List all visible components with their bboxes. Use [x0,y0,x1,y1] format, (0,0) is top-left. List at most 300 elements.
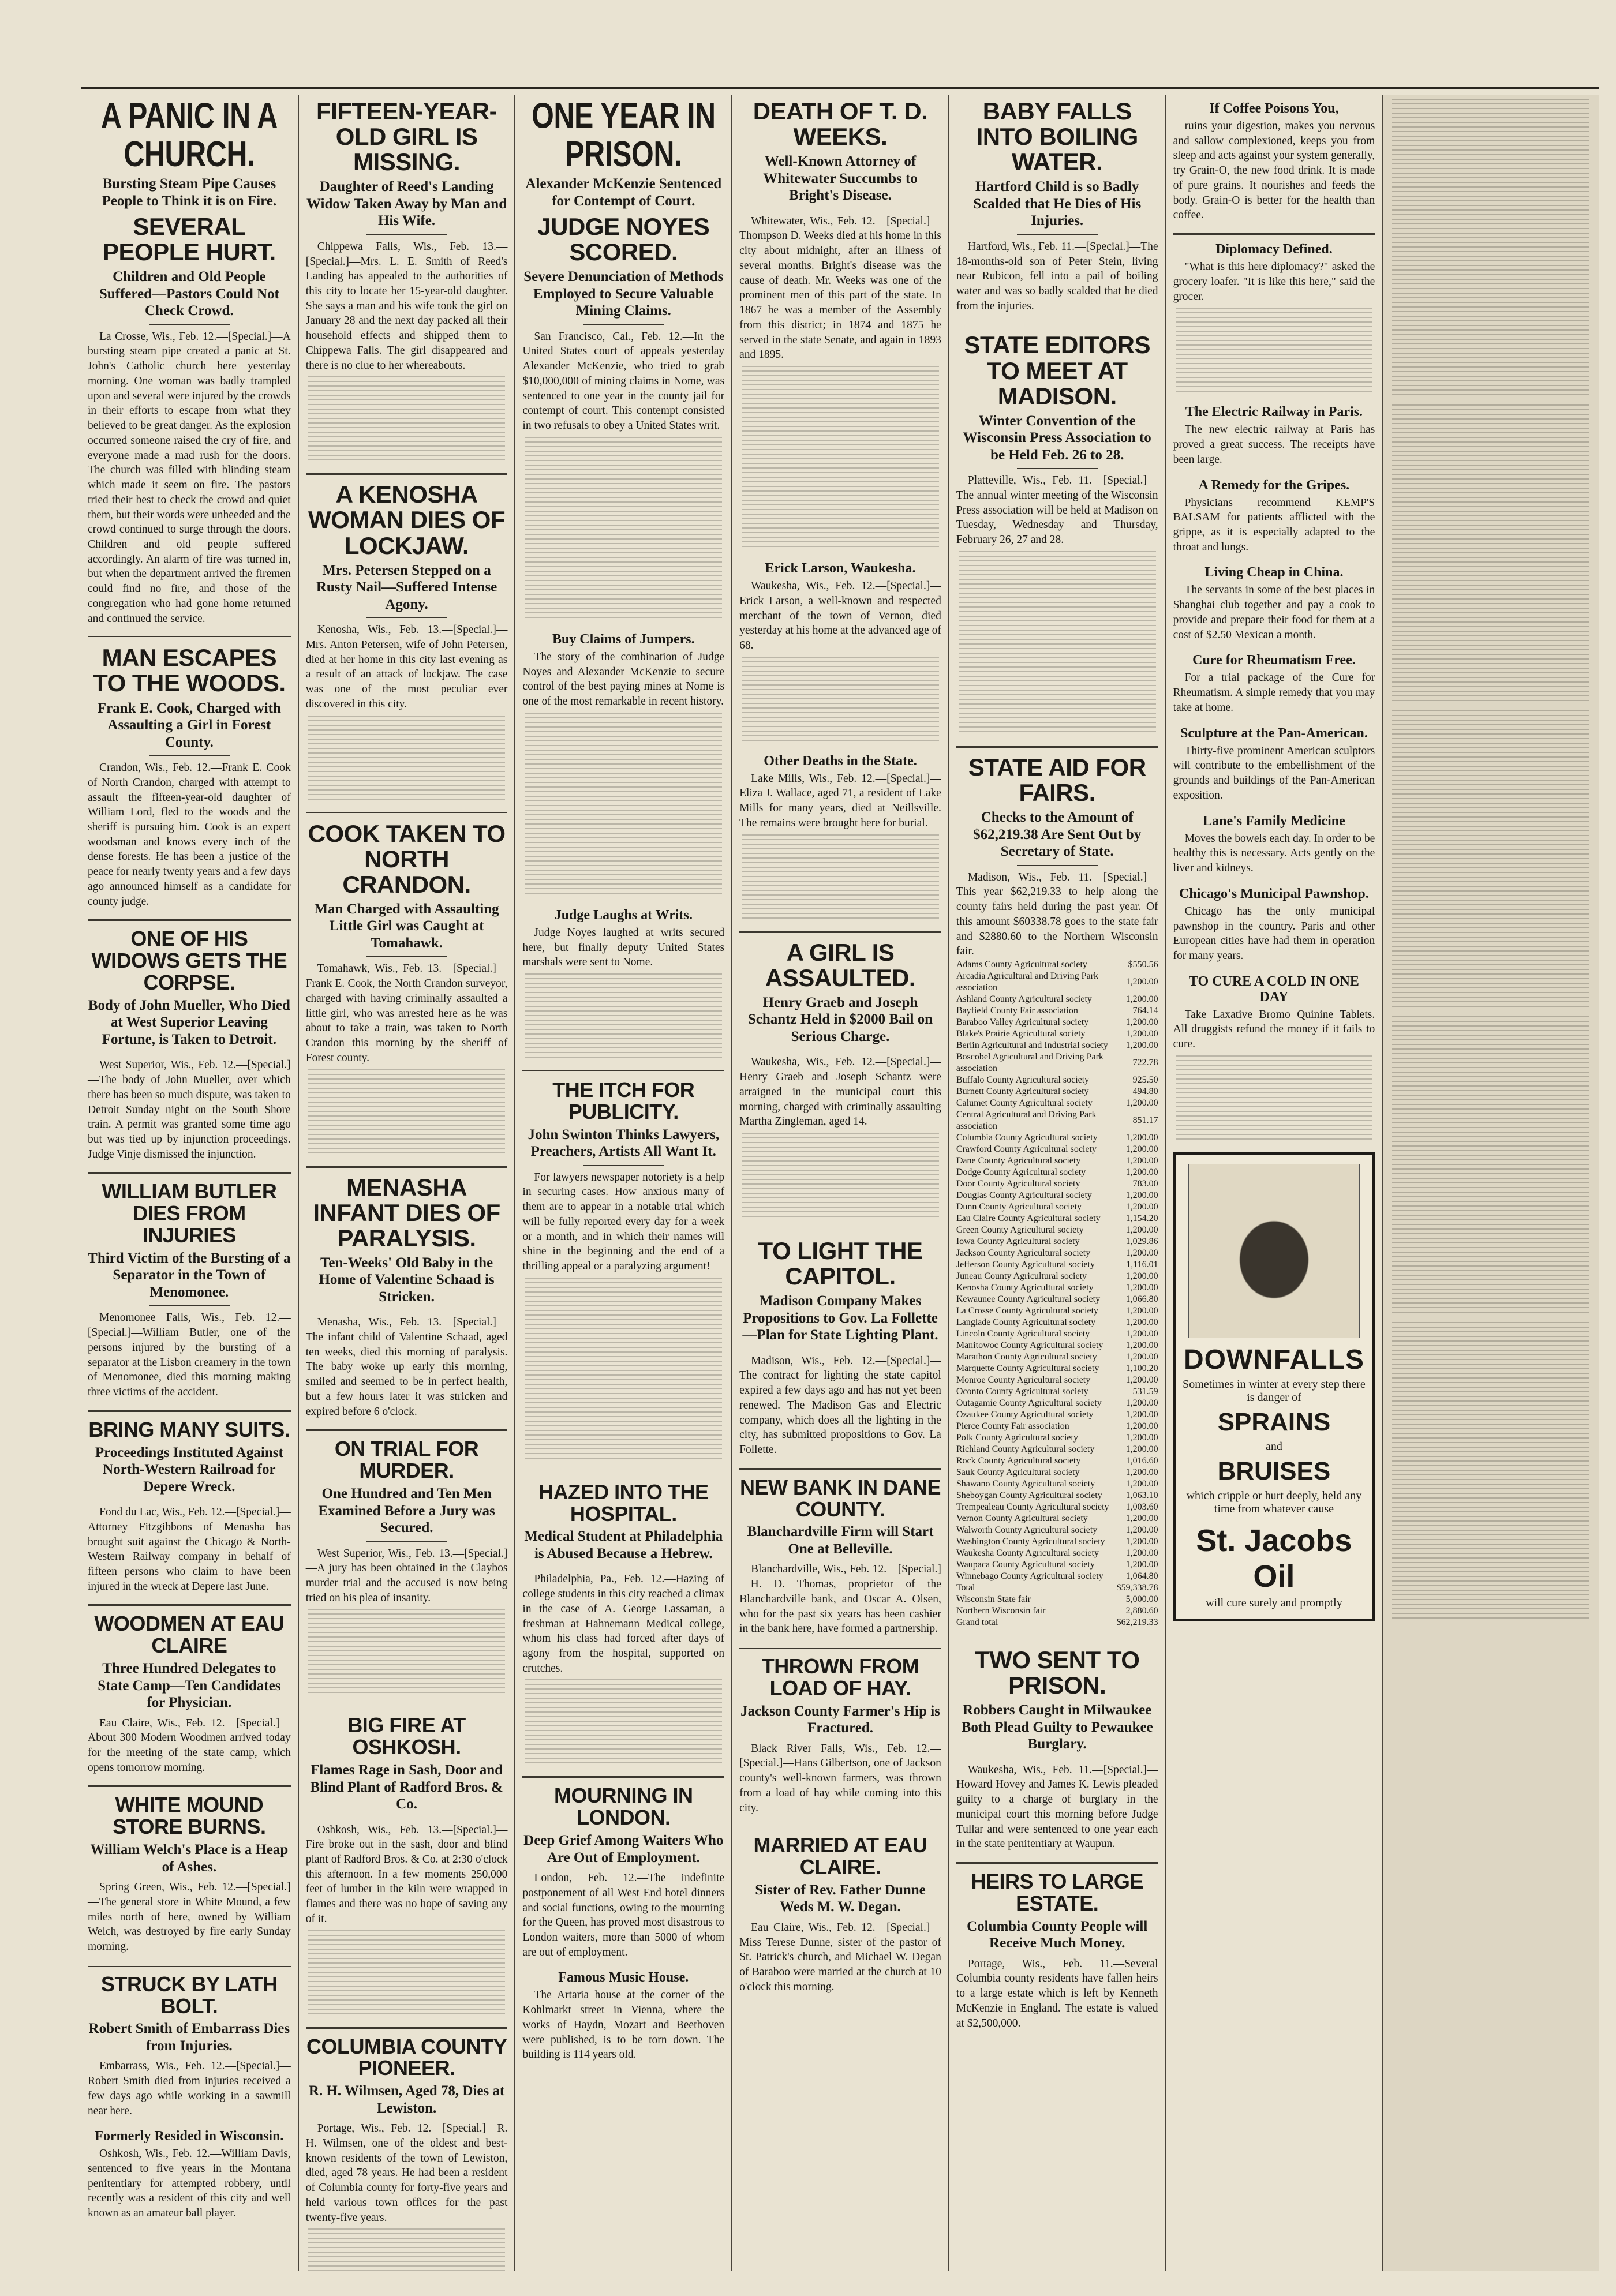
row-label: Jefferson County Agricultural society [956,1260,1095,1269]
deck: Henry Graeb and Joseph Schantz Held in $2000 Bail on Serious Charge. [747,994,933,1044]
section-subhead: Cure for Rheumatism Free. [1192,653,1356,668]
article-one-year-prison [522,95,725,621]
article-body: Oshkosh, Wis., Feb. 12.—William Davis, sentenced to five years in the Montana penitentiary for attempted robbery, until recently was a resident of this city and well known as an amateur ball player. [88,2148,291,2220]
divider [956,1639,1158,1640]
headline: MARRIED AT EAU CLAIRE. [753,1833,927,1879]
text-block [525,713,722,897]
row-label: Wisconsin State fair [956,1594,1031,1604]
text-block [1392,1322,1589,1622]
row-label: Ashland County Agricultural society [956,994,1092,1004]
row-amount: 925.50 [1132,1075,1158,1085]
divider [583,1165,664,1166]
deck: Third Victim of the Bursting of a Separator in the Town of Menomonee. [88,1250,291,1300]
divider [149,755,230,756]
deck: Winter Convention of the Wisconsin Press Association to be Held Feb. 26 to 28. [963,413,1151,463]
article-married-eau-claire [739,1834,941,1994]
table-row [956,1559,1158,1571]
article-body: Waukesha, Wis., Feb. 11.—[Special.]—Howard Hovey and James K. Lewis pleaded guilty to a charge of burglary in the municipal court this morning before Judge Tullar and were sentenced to one year each in the state penitentiary at Waupun. [956,1763,1158,1851]
section-subhead: Diplomacy Defined. [1215,242,1333,257]
article-diplomacy [1173,242,1375,394]
row-label: Washington County Agricultural society [956,1537,1105,1546]
article-heirs-estate [956,1871,1158,2031]
article-columbia-pioneer [306,2036,508,2271]
row-label: Door County Agricultural society [956,1179,1080,1189]
article-body: Philadelphia, Pa., Feb. 12.—Hazing of college students in this city reached a climax in the case of A. George Lassaman, a freshman at Hahnemann Medical college, whom his class had forced after days of agony from the hospital, supported on crutches. [522,1573,725,1675]
article-pawnshop [1173,886,1375,964]
row-amount: 1,200.00 [1125,1525,1158,1535]
divider [149,1305,230,1306]
ad-product: St. Jacobs Oil [1196,1523,1352,1594]
subheadline: SEVERAL PEOPLE HURT. [102,213,276,266]
row-label: Monroe County Agricultural society [956,1375,1091,1385]
table-row [956,1109,1158,1132]
article-body: "What is this here diplomacy?" asked the grocery loafer. "It is like this here," said the grocer. [1173,261,1375,303]
row-label: Calumet County Agricultural society [956,1098,1093,1108]
headline: STATE EDITORS TO MEET AT MADISON. [964,331,1150,410]
article-body: Moves the bowels each day. In order to be healthy this is necessary. Acts gently on the liver and kidneys. [1173,832,1375,875]
row-label: Oconto County Agricultural society [956,1387,1088,1396]
headline: TO LIGHT THE CAPITOL. [758,1237,923,1290]
article-body: The story of the combination of Judge Noyes and Alexander McKenzie to secure control of the best paying mines at Nome is one of the most remarkable in recent history. [522,650,725,708]
ad-word: BRUISES [1217,1456,1331,1485]
table-row [956,1144,1158,1155]
text-block [959,551,1156,736]
article-body: Lake Mills, Wis., Feb. 12.—[Special.]—Eliza J. Wallace, aged 71, a resident of Lake Mills for many years, died at Neillsville. The remains were brought here for burial. [739,772,941,829]
row-label: Marquette County Agricultural society [956,1364,1099,1373]
article-widows-corpse [88,928,291,1162]
column-1 [81,95,298,2271]
divider [88,919,291,921]
row-label: Crawford County Agricultural society [956,1144,1097,1154]
article-body: La Crosse, Wis., Feb. 12.—[Special.]—A bursting steam pipe created a panic at St. John's Catholic church here yesterday morning. One woman was badly trampled upon and several were injured by the crowds in their efforts to escape from what they believed to be great danger. As the explosion occurred someone raised the cry of fire, and everyone made a mad rush for the doors. The church was filled with blinding steam which made it seem on fire. The pastors tried their best to check the crowd and quiet them, but their words were unheeded and the crowd continued to surge through the doors. Children and old people suffered accordingly. An alarm of fire was turned in, but when the department arrived the firemen could find no fire, and those of the congregation who had gone home returned and continued the service. [88,330,291,625]
row-amount: 1,200.00 [1125,1040,1158,1050]
section-subhead: Buy Claims of Jumpers. [552,631,695,647]
headline: WHITE MOUND STORE BURNS. [113,1793,266,1839]
row-label: Shawano County Agricultural society [956,1479,1095,1489]
table-row [956,1155,1158,1167]
table-row [956,1040,1158,1051]
row-amount: 1,200.00 [1125,1421,1158,1431]
text-block [1392,99,1589,399]
table-row [956,1028,1158,1040]
row-amount: 1,063.10 [1125,1490,1158,1500]
article-body: For a trial package of the Cure for Rheumatism. A simple remedy that you may take at home. [1173,672,1375,714]
table-row [956,1467,1158,1478]
row-amount: 1,200.00 [1125,1283,1158,1293]
ad-st-jacobs-oil [1173,1152,1375,1621]
table-row [956,1421,1158,1432]
row-amount: 1,200.00 [1125,1133,1158,1143]
table-row [956,1525,1158,1536]
table-row [956,1224,1158,1236]
column-5 [948,95,1165,2271]
divider [739,1826,941,1827]
divider [522,1473,724,1474]
article-body: West Superior, Wis., Feb. 13.—[Special.]—A jury has been obtained in the Claybos murder trial and the accused is now being tried on his plea of insanity. [305,1547,508,1604]
article-judge-laughs [522,908,724,1060]
article-body: For lawyers newspaper notoriety is a help in securing cases. How anxious many of them are to appear in a notable trial which will be fully reported every day for a week or a month, and in which their names will shine in the beginning and the end of a thrilling appeal or a paralyzing argument! [522,1171,725,1272]
columns [81,95,1599,2271]
article-body: The Artaria house at the corner of the Kohlmarkt street in Vienna, where the works of Haydn, Mozart and Beethoven were published, is to be torn down. The building is 114 years old. [522,1989,725,2061]
divider [583,324,664,325]
article-cook-taken [306,821,508,1156]
article-formerly-resided [88,2129,291,2221]
row-amount: 5,000.00 [1125,1594,1158,1604]
row-label: Dodge County Agricultural society [956,1167,1086,1177]
row-amount: $62,219.33 [1116,1617,1158,1627]
table-row [956,1386,1158,1398]
divider [366,1541,447,1542]
deck: Man Charged with Assaulting Little Girl was Caught at Tomahawk. [314,901,499,951]
row-label: Lincoln County Agricultural society [956,1329,1090,1339]
table-row [956,1201,1158,1213]
section-subhead: TO CURE A COLD IN ONE DAY [1188,973,1359,1005]
headline: COOK TAKEN TO NORTH CRANDON. [308,819,506,898]
table-row [956,1017,1158,1028]
headline: MAN ESCAPES TO THE WOODS. [93,644,286,697]
table-row [956,1513,1158,1525]
divider [306,2027,508,2029]
row-label: Arcadia Agricultural and Driving Park association [956,971,1098,992]
article-itch-publicity [522,1079,724,1462]
section-subhead: Erick Larson, Waukesha. [765,561,916,576]
row-amount: 1,200.00 [1125,1479,1158,1489]
text-block [1176,308,1373,394]
table-row [956,1005,1158,1017]
table-row [956,1074,1158,1086]
article-kenosha-lockjaw [306,482,508,801]
row-amount: 1,200.00 [1125,1156,1158,1166]
table-row [956,1398,1158,1409]
headline: BIG FIRE AT OSHKOSH. [347,1713,466,1759]
table-row [956,1317,1158,1328]
article-body: Menasha, Wis., Feb. 13.—[Special.]—The infant child of Valentine Schaad, aged ten weeks, died this morning of paralysis. The baby woke up early this morning, smiled and seemed to be in perfect health, but a few hours later it was stricken and expired before 6 o'clock. [305,1316,508,1418]
section-subhead: Other Deaths in the State. [764,753,917,769]
divider [739,1647,941,1649]
divider [739,1468,941,1470]
ad-line: which cripple or hurt deeply, held any time from whatever cause [1186,1489,1362,1515]
row-amount: 494.80 [1132,1087,1158,1096]
article-trial-murder [306,1438,508,1695]
row-amount: 1,200.00 [1125,1340,1158,1350]
row-label: Rock County Agricultural society [956,1456,1081,1466]
article-body: Whitewater, Wis., Feb. 12.—[Special.]—Thompson D. Weeks died at his home in this city about midnight, after an illness of several months. Bright's disease was the cause of death. Mr. Weeks was one of the prominent men of this part of the state. In 1867 he was a member of the Assembly from this district; in 1874 and 1875 he served in the state Senate, and again in 1893 and 1895. [739,215,941,361]
text-block [525,437,722,621]
divider [88,636,291,638]
divider [88,1965,291,1967]
row-amount: $59,338.78 [1116,1583,1158,1593]
table-row [956,1132,1158,1144]
deck: Three Hundred Delegates to State Camp—Ten Candidates for Physician. [98,1661,281,1711]
text-block [1176,1055,1373,1142]
fair-aid-table [956,959,1158,1628]
headline: THE ITCH FOR PUBLICITY. [552,1077,695,1123]
divider [366,234,447,235]
article-hazed-hospital [522,1481,724,1766]
deck: Flames Rage in Sash, Door and Blind Plant of Radford Bros. & Co. [310,1762,503,1812]
row-amount: 531.59 [1132,1387,1158,1396]
row-label: Iowa County Agricultural society [956,1237,1080,1246]
article-body: Waukesha, Wis., Feb. 12.—[Special.]—Henry Graeb and Joseph Schantz were arraigned in the municipal court this morning, charged with criminally assaulting Martha Zingleman, aged 14. [739,1056,941,1128]
text-block [308,376,506,463]
row-label: Trempealeau County Agricultural society [956,1502,1109,1512]
row-amount: 1,100.20 [1125,1364,1158,1373]
ad-remedy-gripes [1173,478,1375,555]
headline: A PANIC IN A CHURCH. [100,95,278,174]
top-rule [81,87,1599,89]
row-label: Bayfield County Fair association [956,1006,1078,1016]
row-label: Central Agricultural and Driving Park association [956,1110,1097,1131]
ad-cure-cold [1173,974,1375,1142]
article-body: Platteville, Wis., Feb. 11.—[Special.]—The annual winter meeting of the Wisconsin Press association will be held at Madison on Tuesday, Wednesday and Thursday, February 26, 27 and 28. [956,474,1158,546]
article-body: The new electric railway at Paris has proved a great success. The receipts have been large. [1173,424,1375,466]
article-state-editors [956,332,1158,735]
deck: Body of John Mueller, Who Died at West Superior Leaving Fortune, is Taken to Detroit. [88,997,290,1047]
row-label: Ozaukee County Agricultural society [956,1410,1094,1419]
headline: HEIRS TO LARGE ESTATE. [971,1870,1143,1915]
deck: Well-Known Attorney of Whitewater Succumbs to Bright's Disease. [763,153,918,204]
article-death-weeks [739,99,941,550]
table-row [956,1351,1158,1363]
row-label: Eau Claire County Agricultural society [956,1213,1101,1223]
row-label: Pierce County Fair association [956,1421,1069,1431]
row-amount: 1,064.80 [1125,1571,1158,1581]
table-row [956,1328,1158,1340]
row-amount: 1,200.00 [1125,1029,1158,1039]
headline: TWO SENT TO PRISON. [975,1646,1140,1699]
headline: HAZED INTO THE HOSPITAL. [538,1480,709,1526]
row-amount: 1,200.00 [1125,1560,1158,1570]
ad-illustration-icon [1188,1164,1360,1338]
row-label: Marathon County Agricultural society [956,1352,1097,1362]
headline: WILLIAM BUTLER DIES FROM INJURIES [102,1179,277,1248]
row-amount: 1,200.00 [1125,1098,1158,1108]
article-body: Physicians recommend KEMP'S BALSAM for patients afflicted with the grippe, as it is especially adapted to the throat and lungs. [1173,496,1375,553]
article-body: Portage, Wis., Feb. 12.—[Special.]—R. H. Wilmsen, one of the oldest and best-known residents of the town of Lewiston, died, aged 78 years. He had been a resident of Columbia county for forty-five years and held various town offices for the past twenty-five years. [305,2122,508,2224]
table-row [956,1432,1158,1444]
article-body: Embarrass, Wis., Feb. 12.—[Special.]—Robert Smith died from injuries received a few days ago while working in a sawmill near here. [88,2060,291,2117]
row-label: Douglas County Agricultural society [956,1190,1092,1200]
table-row [956,1444,1158,1455]
article-white-mound [88,1794,291,1954]
text-block [1392,1016,1589,1316]
table-row [956,971,1158,994]
row-amount: 1,003.60 [1125,1502,1158,1512]
row-amount: 1,029.86 [1125,1237,1158,1246]
divider [306,473,508,475]
article-other-deaths [739,754,941,921]
subheadline: JUDGE NOYES SCORED. [537,213,710,266]
article-body: Thirty-five prominent American sculptors will contribute to the embellishment of the grounds and buildings of the Pan-American exposition. [1173,744,1375,801]
row-amount: 1,200.00 [1125,994,1158,1004]
article-body: London, Feb. 12.—The indefinite postponement of all West End hotel dinners and social functions, owing to the mourning for the Queen, has proved most disastrous to London waiters, more than 5000 of whom are out of employment. [522,1872,725,1958]
article-body: Kenosha, Wis., Feb. 13.—[Special.]—Mrs. Anton Petersen, wife of John Petersen, died at her home in this city last evening as a result of an attack of lockjaw. The case was one of the most peculiar ever discovered in this city. [305,624,508,710]
row-amount: 1,200.00 [1125,1225,1158,1235]
article-girl-missing [306,99,508,463]
table-row [956,1594,1158,1605]
deck: Bursting Steam Pipe Causes People to Think it is on Fire. [102,176,277,209]
table-row [956,1098,1158,1109]
deck: Proceedings Instituted Against North-Western Railroad for Depere Wreck. [95,1444,283,1495]
article-body: Take Laxative Bromo Quinine Tablets. All druggists refund the money if it fails to cure. [1173,1008,1375,1051]
row-label: Dunn County Agricultural society [956,1202,1082,1212]
row-label: Northern Wisconsin fair [956,1606,1046,1616]
row-label: Buffalo County Agricultural society [956,1075,1090,1085]
row-amount: 1,200.00 [1125,1375,1158,1385]
article-body: Chippewa Falls, Wis., Feb. 13.—[Special.]—Mrs. L. E. Smith of Reed's Landing has appealed to the authorities of this city to locate her 15-year-old daughter. She says a man and his wife took the girl on January 28 and the next day packed all their household effects and shipped them to Chippewa Falls. The girl disappeared and there is no clue to her whereabouts. [305,240,508,372]
divider [1017,234,1098,235]
article-panic-in-church [88,95,291,626]
row-amount: 851.17 [1132,1115,1158,1125]
text-block [308,1069,506,1156]
article-body: Eau Claire, Wis., Feb. 12.—[Special.]—About 300 Modern Woodmen arrived today for the meeting of the state camp, which opens tomorrow morning. [88,1717,291,1774]
row-label: Outagamie County Agricultural society [956,1398,1102,1408]
row-amount: 1,200.00 [1125,1190,1158,1200]
article-body: Eau Claire, Wis., Feb. 12.—[Special.]—Miss Terese Dunne, sister of the pastor of St. Patrick's church, and Michael W. Degan of Baraboo were married at the church at 10 o'clock this morning. [739,1921,941,1993]
row-label: La Crosse County Agricultural society [956,1306,1099,1316]
table-row [956,1478,1158,1490]
article-oshkosh-fire [306,1714,508,2016]
table-row [956,1051,1158,1074]
headline: STATE AID FOR FAIRS. [968,753,1146,806]
table-row [956,1409,1158,1421]
row-label: Juneau County Agricultural society [956,1271,1087,1281]
ad-title: DOWNFALLS [1183,1344,1364,1375]
table-row [956,1536,1158,1548]
row-label: Grand total [956,1617,998,1627]
article-bring-many-suits [88,1419,291,1594]
row-amount: 722.78 [1132,1058,1158,1068]
divider [88,1410,291,1412]
article-body: Portage, Wis., Feb. 11.—Several Columbia county residents have fallen heirs to a large estate which is left by Kenneth McKenzie in England. The estate is valued at $2,500,000. [956,1957,1158,2029]
row-amount: 1,200.00 [1125,1548,1158,1558]
headline: BABY FALLS INTO BOILING WATER. [976,98,1138,176]
row-amount: 1,116.01 [1126,1260,1158,1269]
article-woodmen [88,1613,291,1775]
table-row [956,994,1158,1005]
text-block [742,834,939,921]
divider [1017,468,1098,469]
headline: NEW BANK IN DANE COUNTY. [739,1475,941,1521]
row-amount: 1,016.60 [1125,1456,1158,1466]
headline: BRING MANY SUITS. [88,1417,290,1441]
section-subhead: Judge Laughs at Writs. [554,907,693,923]
column-7-next-page-edge [1382,95,1599,2271]
article-body: Chicago has the only municipal pawnshop in the country. Paris and other European cities have had them in operation for many years. [1173,905,1375,962]
row-label: Walworth County Agricultural society [956,1525,1098,1535]
row-amount: 1,066.80 [1125,1294,1158,1304]
headline: A GIRL IS ASSAULTED. [765,938,916,991]
text-block [525,973,722,1060]
ad-lanes-medicine [1173,814,1375,876]
ad-line: Sometimes in winter at every step there is danger of [1183,1377,1366,1404]
table-row [956,1305,1158,1317]
divider [149,324,230,325]
divider [522,1070,724,1072]
row-label: Kenosha County Agricultural society [956,1283,1094,1293]
table-row [956,1086,1158,1098]
table-row [956,1617,1158,1628]
article-body: Tomahawk, Wis., Feb. 13.—[Special.]—Frank E. Cook, the North Crandon surveyor, charged with having criminally assaulted a little girl, who was arrested here as he was about to take a train, was taken to North Crandon this morning by the sheriff of Forest county. [305,962,508,1064]
row-amount: 1,200.00 [1125,1202,1158,1212]
article-body: Fond du Lac, Wis., Feb. 12.—[Special.]—Attorney Fitzgibbons of Menasha has brought suit against the Chicago & North-Western Railway company in behalf of fifteen persons who claim to have been injured in the wreck at Depere last June. [88,1506,291,1593]
article-man-escapes [88,645,291,909]
deck: Mrs. Petersen Stepped on a Rusty Nail—Suffered Intense Agony. [316,562,497,612]
row-label: Richland County Agricultural society [956,1444,1095,1454]
row-label: Jackson County Agricultural society [956,1248,1091,1258]
article-girl-assaulted [739,940,941,1219]
row-amount: 1,200.00 [1125,1306,1158,1316]
column-2 [298,95,515,2271]
row-amount: 1,200.00 [1125,1144,1158,1154]
row-amount: 1,200.00 [1125,1271,1158,1281]
row-label: Waukesha County Agricultural society [956,1548,1099,1558]
deck: Blanchardville Firm will Start One at Belleville. [747,1524,934,1557]
divider [88,1785,291,1787]
table-row [956,1582,1158,1594]
divider [956,1862,1158,1864]
table-row [956,1294,1158,1305]
divider [88,1604,291,1606]
row-amount: 1,200.00 [1125,1467,1158,1477]
table-row [956,1178,1158,1190]
article-body: Madison, Wis., Feb. 12.—[Special.]—The contract for lighting the state capitol expired a few days ago and has not yet been renewed. The Madison Gas and Electric company, which does all the lighting in the city, has submitted propositions to Gov. La Follette. [739,1354,941,1456]
divider [956,324,1158,325]
column-3 [514,95,731,2271]
row-label: Manitowoc County Agricultural society [956,1340,1103,1350]
row-label: Total [956,1583,975,1593]
text-block [308,2228,506,2271]
article-body: Spring Green, Wis., Feb. 12.—[Special.]—The general store in White Mound, a few miles north of here, owned by William Welch, was destroyed by fire early Sunday morning. [88,1881,291,1953]
table-row [956,1605,1158,1617]
deck: Daughter of Reed's Landing Widow Taken Away by Man and His Wife. [306,179,507,229]
row-amount: 1,200.00 [1125,1398,1158,1408]
row-label: Adams County Agricultural society [956,960,1087,969]
deck: Medical Student at Philadelphia is Abused Because a Hebrew. [524,1529,723,1561]
article-body: The servants in some of the best places in Shanghai club together and pay a cook to provide and prepare their food for them at a cost of $2.50 Mexican a month. [1173,584,1375,641]
headline: ON TRIAL FOR MURDER. [334,1437,479,1483]
deck: Robbers Caught in Milwaukee Both Plead Guilty to Pewaukee Burglary. [961,1702,1153,1752]
article-electric-railway [1173,404,1375,467]
divider [306,1706,508,1707]
headline: MENASHA INFANT DIES OF PARALYSIS. [313,1173,500,1252]
article-body: Judge Noyes laughed at writs secured here, but finally deputy United States marshals were sent to Nome. [522,926,725,969]
deck: Alexander McKenzie Sentenced for Contempt of Court. [525,176,722,209]
row-amount: 1,200.00 [1125,1444,1158,1454]
row-label: Columbia County Agricultural society [956,1133,1098,1143]
ad-line: and [1265,1440,1282,1453]
table-row [956,1501,1158,1513]
table-row [956,1236,1158,1248]
ad-rheumatism [1173,653,1375,715]
headline: WOODMEN AT EAU CLAIRE [94,1612,285,1658]
row-amount: 1,200.00 [1125,1352,1158,1362]
row-amount: 764.14 [1132,1006,1158,1016]
ad-coffee-poisons [1173,101,1375,223]
deck: Madison Company Makes Propositions to Gov. La Follette—Plan for State Lighting Plant. [742,1293,938,1343]
article-body: Menomonee Falls, Wis., Feb. 12.—[Special.]—William Butler, one of the persons injured by the bursting of a separator at the Lisbon creamery in the town of Menomonee, died this morning making three victims of the accident. [88,1312,291,1398]
table-row [956,1455,1158,1467]
deck: Robert Smith of Embarrass Dies from Injuries. [88,2021,290,2054]
row-amount: 1,200.00 [1125,977,1158,987]
text-block [525,1278,722,1462]
row-label: Dane County Agricultural society [956,1156,1081,1166]
article-erick-larson [739,561,941,743]
headline: DEATH OF T. D. WEEKS. [753,98,928,151]
divider [306,1166,508,1168]
row-amount: 1,200.00 [1125,1433,1158,1443]
section-subhead: The Electric Railway in Paris. [1185,404,1363,420]
